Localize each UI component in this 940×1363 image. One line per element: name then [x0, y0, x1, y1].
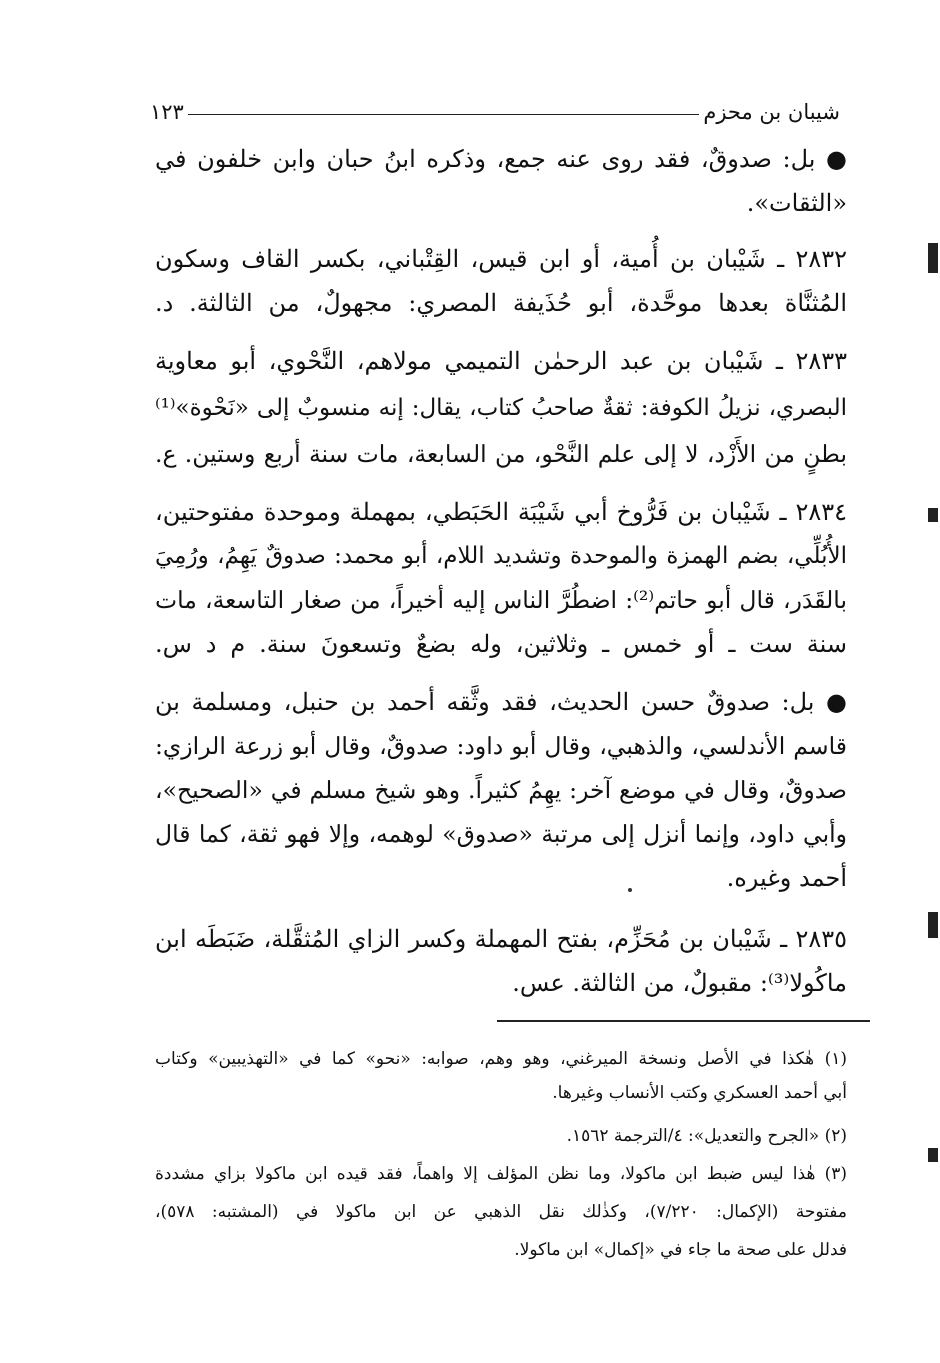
scan-edge-mark — [928, 1148, 938, 1162]
header-rule — [188, 114, 699, 115]
note-line: أحمد وغيره. — [726, 864, 847, 892]
footnote-separator — [497, 1020, 870, 1022]
entry-2833-line: ٢٨٣٣ ـ شَيْبان بن عبد الرحمٰن التميمي مولاهم، النَّحْوي، أبو معاوية — [155, 347, 847, 375]
entry-2834-line: سنة ست ـ أو خمس ـ وثلاثين، وله بضعٌ وتسعونَ سنة. م د س. — [155, 630, 847, 658]
footnote-line: فدلل على صحة ما جاء في «إكمال» ابن ماكولا. — [514, 1240, 847, 1260]
note-line: وأبي داود، وإنما أنزل إلى مرتبة «صدوق» لوهمه، وإلا فهو ثقة، كما قال — [155, 820, 847, 848]
footnote-line: أبي أحمد العسكري وكتب الأنساب وغيرها. — [552, 1083, 847, 1103]
entry-2834-line: بالقَدَر، قال أبو حاتم⁽²⁾: اضطُرَّ الناس إليه أخيراً، من صغار التاسعة، مات — [155, 586, 847, 614]
entry-2835-line: ٢٨٣٥ ـ شَيْبان بن مُحَزِّم، بفتح المهملة وكسر الزاي المُثقَّلة، ضَبَطَه ابن — [155, 925, 847, 953]
body-line: «الثقات». — [746, 189, 847, 217]
page-number: ١٢٣ — [150, 100, 184, 124]
body-line: ● بل: صدوقٌ، فقد روى عنه جمع، وذكره ابنُ حبان وابن خلفون في — [155, 145, 847, 173]
scan-speck — [628, 888, 632, 892]
entry-2834-line: الأُبُلِّي، بضم الهمزة والموحدة وتشديد اللام، أبو محمد: صدوقٌ يَهِمُ، ورُمِيَ — [155, 543, 847, 569]
entry-2832-line: المُثنَّاة بعدها موحَّدة، أبو حُذَيفة المصري: مجهولٌ، من الثالثة. د. — [155, 289, 847, 317]
scan-edge-mark — [928, 508, 938, 522]
entry-2833-line: البصري، نزيلُ الكوفة: ثقةٌ صاحبُ كتاب، يقال: إنه منسوبٌ إلى «نَحْوة»⁽¹⁾ — [155, 395, 847, 421]
entry-2832-line: ٢٨٣٢ ـ شَيْبان بن أُمية، أو ابن قيس، القِتْباني، بكسر القاف وسكون — [155, 245, 847, 273]
entry-2833-line: بطنٍ من الأَزْد، لا إلى علم النَّحْو، من السابعة، مات سنة أربع وستين. ع. — [155, 440, 847, 468]
note-line: صدوقٌ، وقال في موضع آخر: يهِمُ كثيراً. وهو شيخ مسلم في «الصحيح»، — [155, 776, 847, 804]
scan-edge-mark — [928, 243, 938, 273]
footnote-line: (١) هٰكذا في الأصل ونسخة الميرغني، وهو وهم، صوابه: «نحو» كما في «التهذيبين» وكتاب — [155, 1049, 847, 1069]
note-line: قاسم الأندلسي، والذهبي، وقال أبو داود: صدوقٌ، وقال أبو زرعة الرازي: — [155, 732, 847, 760]
entry-2835-line: ماكُولا⁽³⁾: مقبولٌ، من الثالثة. عس. — [512, 969, 847, 997]
footnote-line: مفتوحة (الإكمال: ٧/٢٢٠)، وكذٰلك نقل الذهبي عن ابن ماكولا في (المشتبه: ٥٧٨)، — [155, 1202, 848, 1222]
footnote-line: (٣) هٰذا ليس ضبط ابن ماكولا، وما نظن المؤلف إلا واهماً، فقد قيده ابن ماكولا بزاي مشددة — [155, 1164, 847, 1184]
scan-edge-mark — [928, 912, 938, 938]
footnote-line: (٢) «الجرح والتعديل»: ٤/الترجمة ١٥٦٢. — [566, 1126, 847, 1146]
running-title: شيبان بن محزم — [703, 100, 840, 124]
note-line: ● بل: صدوقٌ حسن الحديث، فقد وثَّقه أحمد بن حنبل، ومسلمة بن — [155, 688, 847, 716]
running-header — [150, 90, 840, 124]
entry-2834-line: ٢٨٣٤ ـ شَيْبان بن فَرُّوخ أبي شَيْبَة الحَبَطي، بمهملة وموحدة مفتوحتين، — [155, 498, 847, 526]
